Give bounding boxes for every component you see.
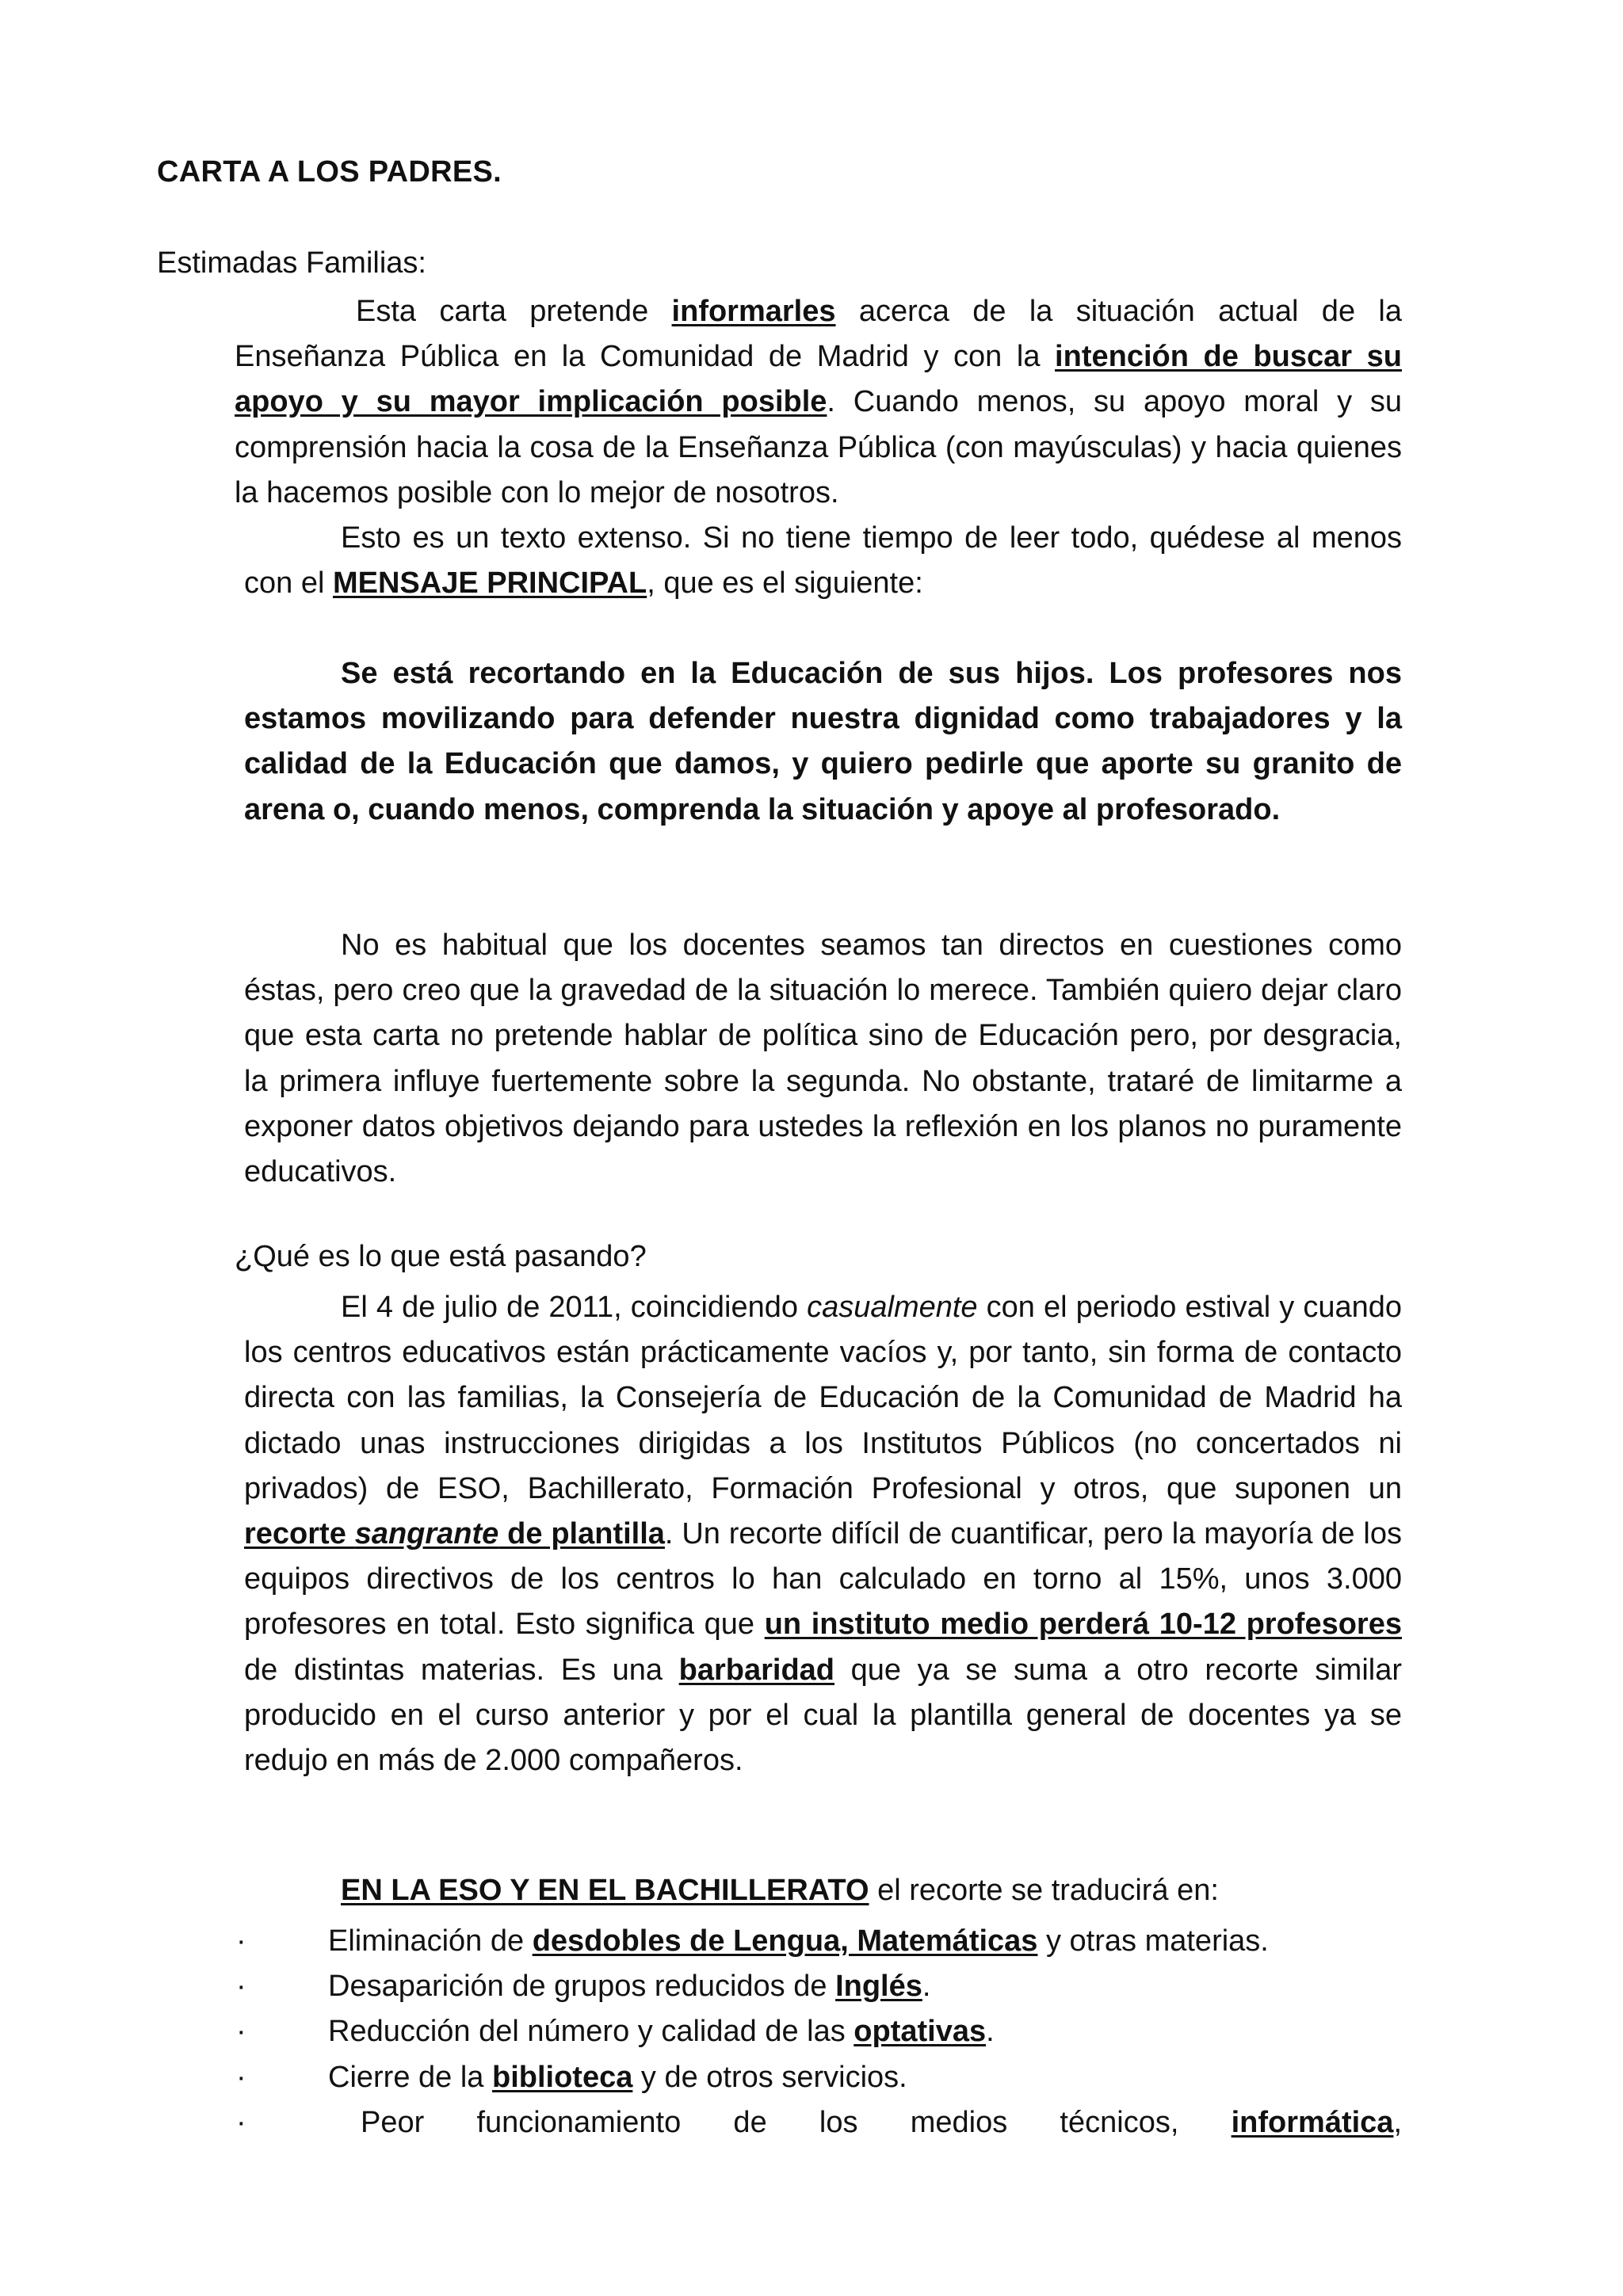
list-item-text	[328, 2009, 995, 2054]
text-run: El 4 de julio de 2011, coincidiendo	[341, 1291, 808, 1324]
list-item	[0, 1919, 1623, 1964]
text-run: y otras materias.	[1037, 1924, 1269, 1958]
bullet-marker: ·	[236, 1924, 246, 1958]
salutation: Estimadas Familias:	[157, 246, 426, 280]
text-run: .	[986, 2015, 995, 2049]
text-run: Esta carta pretende	[356, 295, 672, 328]
letter-title: CARTA A LOS PADRES.	[157, 155, 502, 189]
italic-sangrante: sangrante	[354, 1517, 499, 1551]
paragraph-what-happens	[244, 1285, 1402, 1783]
bullet-marker: ·	[236, 2060, 246, 2094]
emphasis-informatica: informática	[1231, 2105, 1394, 2139]
bullet-marker: ·	[236, 2015, 246, 2049]
emphasis-optativas: optativas	[854, 2015, 987, 2049]
text-run: Cierre de la	[328, 2060, 492, 2094]
paragraph-main-message: Se está recortando en la Educación de sus hijos. Los profesores nos estamos movilizando para defender nuestra dignidad como trabajadores y la calidad de la Educación que damos, y quiero pedirle que aporte su granito de arena o, cuando menos, comprenda la situación y apoye al profesorado.	[244, 657, 1402, 826]
text-run: con el periodo estival y cuando los centros educativos están prácticamente vacíos y, por tanto, sin forma de contacto directa con las familias, la Consejería de Educación de la Comunidad de Madrid ha dictado unas instrucciones dirigidas a los Institutos Públicos (no concertados ni privados) de ESO, Bachillerato, Formación Profesional y otros, que suponen un	[244, 1291, 1402, 1505]
emphasis-biblioteca: biblioteca	[491, 2060, 633, 2094]
text-run: Desaparición de grupos reducidos de	[328, 1970, 836, 2004]
emphasis-desdobles: desdobles de Lengua, Matemáticas	[532, 1924, 1038, 1958]
paragraph-context: No es habitual que los docentes seamos tan directos en cuestiones como éstas, pero creo que la gravedad de la situación lo merece. También quiero dejar claro que esta carta no pretende hablar de política sino de Educación pero, por desgracia, la primera influye fuertemente sobre la segunda. No obstante, trataré de limitarme a exponer datos objetivos dejando para ustedes la reflexión en los planos no puramente educativos.	[244, 929, 1402, 1189]
text-run: Reducción del número y calidad de las	[328, 2015, 854, 2049]
cuts-list	[0, 1919, 1623, 2145]
list-item-text	[361, 2100, 1402, 2145]
text-run: . Un recorte difícil de cuantificar, pero la mayoría de los equipos directivos de los centros lo han calculado en torno al 15%, unos 3.000 profesores en total. Esto significa que	[244, 1517, 1402, 1642]
paragraph-intro	[235, 289, 1402, 516]
emphasis-intencion: intención de buscar su apoyo y su mayor implicación posible	[235, 340, 1402, 419]
text-run: Esto es un texto extenso. Si no tiene tiempo de leer todo, quédese al menos con el	[244, 521, 1402, 601]
text-run: y de otros servicios.	[632, 2060, 907, 2094]
text-run: recorte	[244, 1517, 355, 1551]
text-run: que ya se suma a otro recorte similar producido en el curso anterior y por el cual la plantilla general de docentes ya se redujo en más de 2.000 compañeros.	[244, 1653, 1402, 1778]
list-item	[0, 2055, 1623, 2100]
section-question: ¿Qué es lo que está pasando?	[235, 1240, 647, 1273]
list-item	[0, 1964, 1623, 2009]
emphasis-recorte-plantilla	[244, 1517, 665, 1550]
list-item	[0, 2100, 1623, 2145]
text-run: Eliminación de	[328, 1924, 533, 1958]
list-item-text	[328, 2055, 907, 2100]
text-run: de distintas materias. Es una	[244, 1653, 679, 1687]
emphasis-barbaridad: barbaridad	[678, 1653, 835, 1687]
text-run: de plantilla	[498, 1517, 665, 1551]
list-item-text	[328, 1919, 1269, 1964]
emphasis-instituto-medio: un instituto medio perderá 10-12 profesores	[764, 1608, 1402, 1642]
emphasis-informarles: informarles	[671, 295, 836, 328]
text-run: el recorte se traducirá en:	[869, 1874, 1219, 1907]
list-item-text	[328, 1964, 930, 2009]
bullet-marker: ·	[236, 1970, 246, 2004]
text-run: ,	[1393, 2105, 1402, 2139]
text-run: , que es el siguiente:	[647, 566, 923, 601]
text-run: . Cuando menos, su apoyo moral y su comprensión hacia la cosa de la Enseñanza Pública (con mayúsculas) y hacia quienes la hacemos posible con lo mejor de nosotros.	[235, 385, 1402, 509]
bullet-marker: ·	[236, 2105, 246, 2139]
paragraph-long-text-note	[244, 516, 1402, 606]
text-run: acerca de la situación actual de la Enseñanza Pública en la Comunidad de Madrid y con la	[235, 295, 1402, 374]
emphasis-mensaje-principal: MENSAJE PRINCIPAL	[332, 566, 647, 601]
paragraph-eso-bachillerato	[341, 1874, 1219, 1908]
text-run: .	[922, 1970, 931, 2004]
emphasis-eso-bachillerato: EN LA ESO Y EN EL BACHILLERATO	[341, 1874, 869, 1907]
text-run: Peor funcionamiento de los medios técnicos,	[361, 2105, 1232, 2139]
emphasis-ingles: Inglés	[835, 1970, 922, 2004]
list-item	[0, 2009, 1623, 2054]
italic-casualmente: casualmente	[807, 1291, 978, 1324]
